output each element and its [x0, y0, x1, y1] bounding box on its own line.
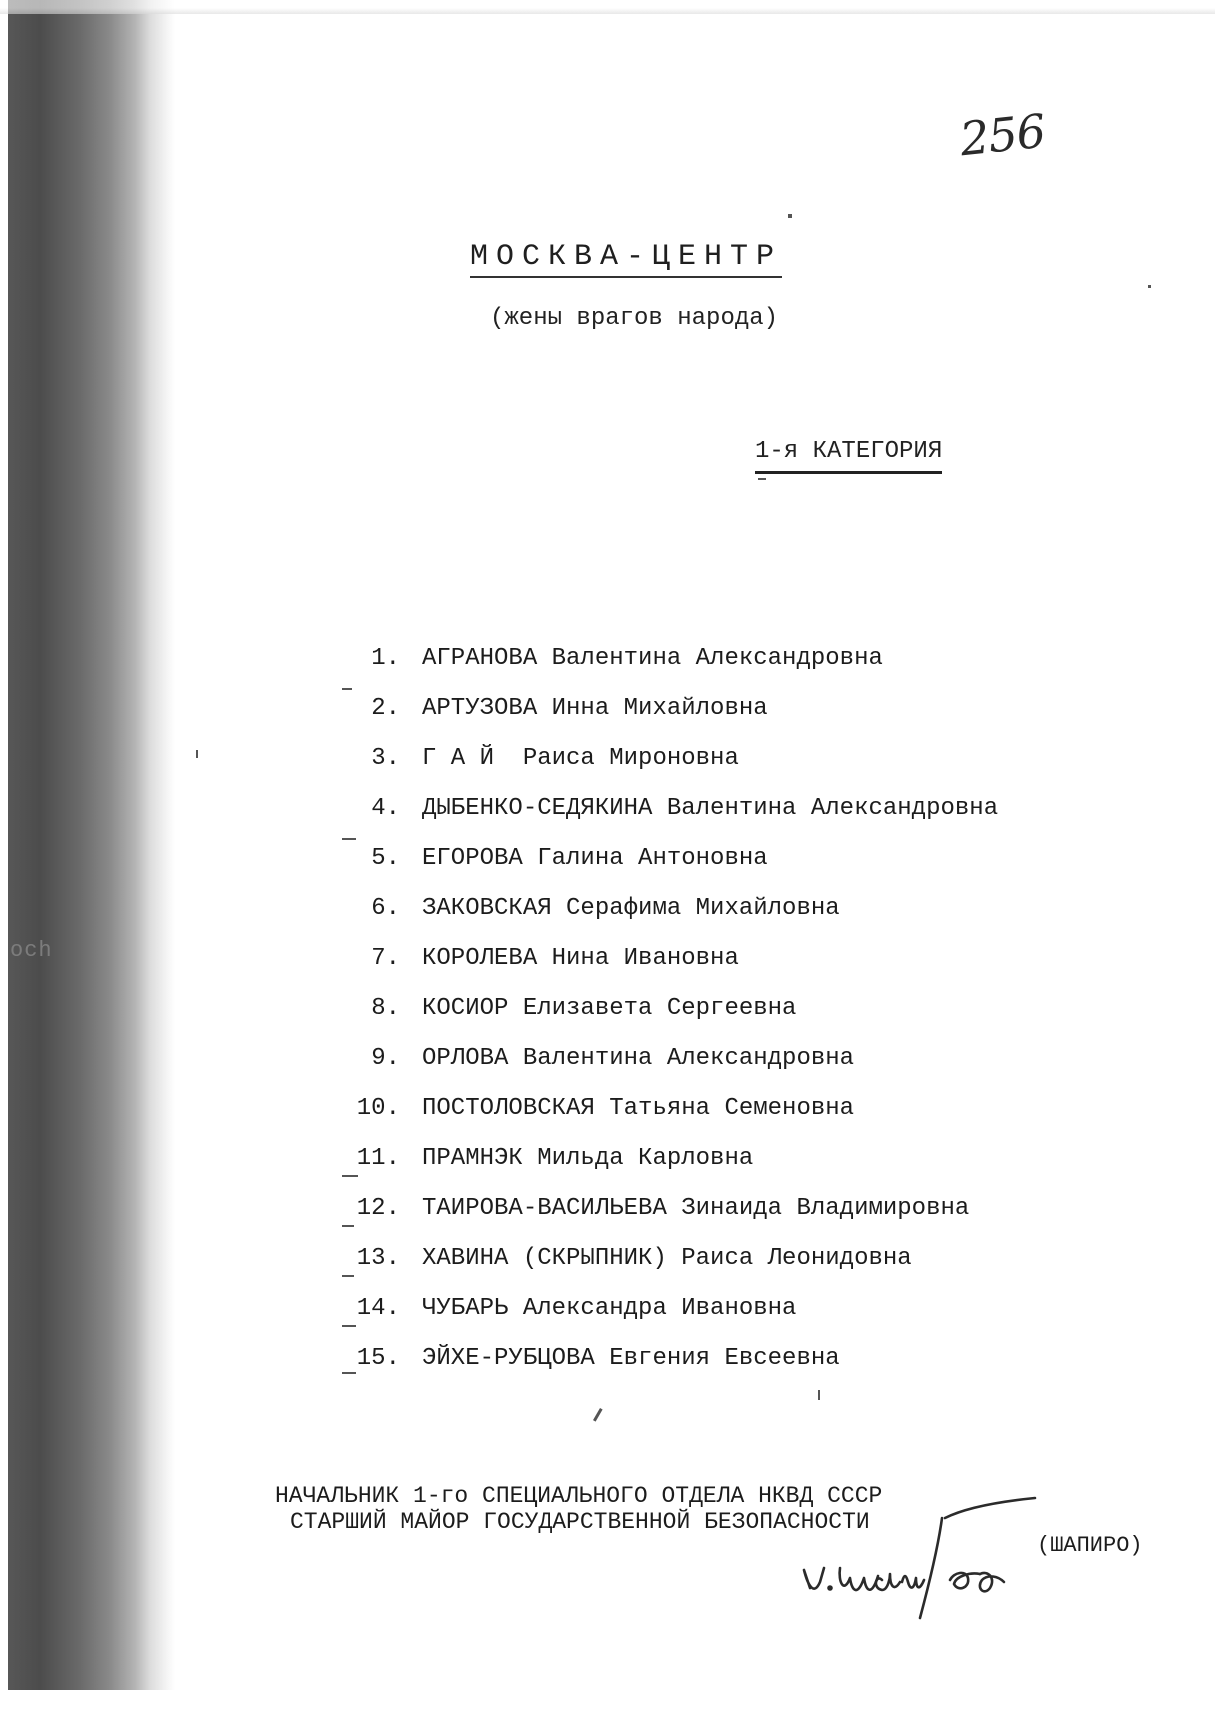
item-name: ЗАКОВСКАЯ Серафима Михайловна: [422, 895, 840, 922]
item-number: 1.: [371, 645, 400, 672]
item-name: КОСИОР Елизавета Сергеевна: [422, 995, 797, 1022]
document-title: МОСКВА-ЦЕНТР: [470, 240, 782, 278]
item-name: АРТУЗОВА Инна Михайловна: [422, 695, 768, 722]
signatory-title-line-2: СТАРШИЙ МАЙОР ГОСУДАРСТВЕННОЙ БЕЗОПАСНОСТИ: [290, 1509, 870, 1535]
item-number: 2.: [371, 695, 400, 722]
item-number: 9.: [371, 1045, 400, 1072]
item-name: Г А Й Раиса Мироновна: [422, 745, 739, 772]
item-name: ЧУБАРЬ Александра Ивановна: [422, 1295, 797, 1322]
item-name: ПОСТОЛОВСКАЯ Татьяна Семеновна: [422, 1095, 855, 1122]
item-name: ДЫБЕНКО-СЕДЯКИНА Валентина Александровна: [422, 795, 999, 822]
item-number: 4.: [371, 795, 400, 822]
item-number: 12.: [356, 1195, 400, 1222]
item-number: 7.: [371, 945, 400, 972]
item-number: 11.: [356, 1145, 400, 1172]
signatory-name: (ШАПИРО): [1037, 1533, 1143, 1558]
item-number: 15.: [356, 1345, 400, 1372]
item-name: ОРЛОВА Валентина Александровна: [422, 1045, 855, 1072]
item-name: ПРАМНЭК Мильда Карловна: [422, 1145, 754, 1172]
signatory-title-line-1: НАЧАЛЬНИК 1-го СПЕЦИАЛЬНОГО ОТДЕЛА НКВД СССР: [275, 1483, 883, 1509]
item-number: 13.: [356, 1245, 400, 1272]
item-name: ХАВИНА (СКРЫПНИК) Раиса Леонидовна: [422, 1245, 912, 1272]
item-name: ЕГОРОВА Галина Антоновна: [422, 845, 768, 872]
item-number: 10.: [356, 1095, 400, 1122]
item-number: 3.: [371, 745, 400, 772]
item-name: ТАИРОВА-ВАСИЛЬЕВА Зинаида Владимировна: [422, 1195, 970, 1222]
handwritten-page-number: 256: [957, 103, 1048, 167]
item-number: 14.: [356, 1295, 400, 1322]
bleed-through-text: och: [10, 938, 53, 963]
item-name: ЭЙХЕ-РУБЦОВА Евгения Евсеевна: [422, 1345, 840, 1372]
item-number: 8.: [371, 995, 400, 1022]
item-name: АГРАНОВА Валентина Александровна: [422, 645, 883, 672]
item-number: 5.: [371, 845, 400, 872]
document-subtitle: (жены врагов народа): [490, 305, 779, 332]
item-name: КОРОЛЕВА Нина Ивановна: [422, 945, 739, 972]
item-number: 6.: [371, 895, 400, 922]
category-heading: 1-я КАТЕГОРИЯ: [755, 438, 942, 474]
